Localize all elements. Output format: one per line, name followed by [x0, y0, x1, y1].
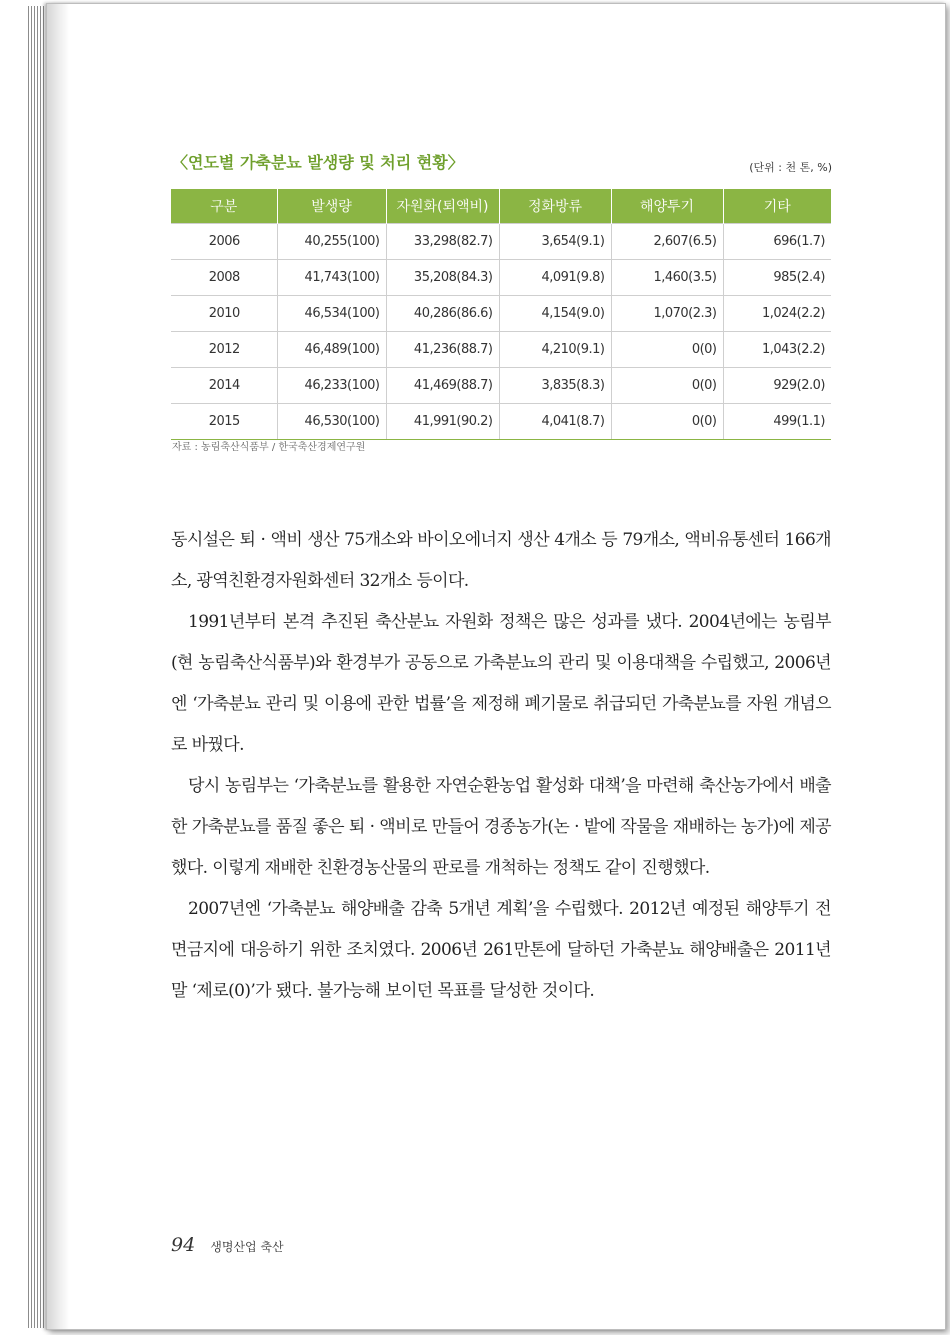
cell-other: 985(2.4) [723, 260, 831, 296]
page-number: 94 [171, 1234, 196, 1256]
cell-generation: 46,530(100) [277, 404, 386, 440]
cell-generation: 40,255(100) [277, 224, 386, 260]
cell-ocean-dumping: 1,460(3.5) [611, 260, 723, 296]
header-purification: 정화방류 [499, 189, 611, 224]
table-row [171, 368, 831, 404]
table-title: 〈연도별 가축분뇨 발생량 및 처리 현황〉 [172, 153, 464, 172]
table-unit: (단위 : 천 톤, %) [749, 161, 832, 174]
table-row [171, 224, 831, 260]
cell-purification: 3,654(9.1) [499, 224, 611, 260]
paragraph: 당시 농림부는 ‘가축분뇨를 활용한 자연순환농업 활성화 대책’을 마련해 축산농가에서 배출한 가축분뇨를 품질 좋은 퇴 · 액비로 만들어 경종농가(논 · 밭에 작물을 재배하는 농가)에 제공했다. 이렇게 재배한 친환경농산물의 판로를 개척하는 정책도 같이 진행했다. [171, 776, 831, 878]
cell-other: 1,043(2.2) [723, 332, 831, 368]
cell-ocean-dumping: 0(0) [611, 332, 723, 368]
cell-generation: 46,534(100) [277, 296, 386, 332]
cell-generation: 41,743(100) [277, 260, 386, 296]
cell-year: 2006 [171, 224, 277, 260]
cell-year: 2012 [171, 332, 277, 368]
cell-other: 1,024(2.2) [723, 296, 831, 332]
table-row [171, 260, 831, 296]
header-other: 기타 [723, 189, 831, 224]
book-page [46, 3, 946, 1330]
header-ocean-dumping: 해양투기 [611, 189, 723, 224]
paragraph: 동시설은 퇴 · 액비 생산 75개소와 바이오에너지 생산 4개소 등 79개소, 액비유통센터 166개소, 광역친환경자원화센터 32개소 등이다. [171, 530, 831, 591]
cell-recycling: 41,469(88.7) [386, 368, 499, 404]
cell-year: 2014 [171, 368, 277, 404]
cell-ocean-dumping: 2,607(6.5) [611, 224, 723, 260]
body-text [171, 520, 831, 1012]
cell-ocean-dumping: 0(0) [611, 404, 723, 440]
cell-generation: 46,233(100) [277, 368, 386, 404]
cell-year: 2010 [171, 296, 277, 332]
spine-shadow [47, 4, 69, 1329]
cell-purification: 4,091(9.8) [499, 260, 611, 296]
cell-purification: 4,210(9.1) [499, 332, 611, 368]
paragraph: 1991년부터 본격 추진된 축산분뇨 자원화 정책은 많은 성과를 냈다. 2004년에는 농림부(현 농림축산식품부)와 환경부가 공동으로 가축분뇨의 관리 및 이용대책을 수립했고, 2006년엔 ‘가축분뇨 관리 및 이용에 관한 법률’을 제정해 폐기물로 취급되던 가축분뇨를 자원 개념으로 바꿨다. [171, 612, 831, 755]
cell-year: 2015 [171, 404, 277, 440]
header-recycling: 자원화(퇴액비) [386, 189, 499, 224]
cell-other: 499(1.1) [723, 404, 831, 440]
page-stack-edges [28, 6, 48, 1328]
table-row [171, 404, 831, 440]
data-table [171, 189, 831, 440]
cell-ocean-dumping: 0(0) [611, 368, 723, 404]
table-row [171, 332, 831, 368]
cell-recycling: 35,208(84.3) [386, 260, 499, 296]
cell-ocean-dumping: 1,070(2.3) [611, 296, 723, 332]
header-generation: 발생량 [277, 189, 386, 224]
cell-purification: 4,041(8.7) [499, 404, 611, 440]
header-category: 구분 [171, 189, 277, 224]
cell-other: 929(2.0) [723, 368, 831, 404]
paragraph: 2007년엔 ‘가축분뇨 해양배출 감축 5개년 계획’을 수립했다. 2012년 예정된 해양투기 전면금지에 대응하기 위한 조치였다. 2006년 261만톤에 달하던 가축분뇨 해양배출은 2011년 말 ‘제로(0)’가 됐다. 불가능해 보이던 목표를 달성한 것이다. [171, 899, 831, 1001]
table-header-row [171, 189, 831, 224]
cell-generation: 46,489(100) [277, 332, 386, 368]
page-footer [171, 1234, 284, 1256]
cell-recycling: 41,236(88.7) [386, 332, 499, 368]
cell-recycling: 40,286(86.6) [386, 296, 499, 332]
cell-purification: 3,835(8.3) [499, 368, 611, 404]
cell-recycling: 33,298(82.7) [386, 224, 499, 260]
cell-purification: 4,154(9.0) [499, 296, 611, 332]
table-row [171, 296, 831, 332]
cell-recycling: 41,991(90.2) [386, 404, 499, 440]
table-source: 자료 : 농림축산식품부 / 한국축산경제연구원 [172, 442, 366, 453]
cell-year: 2008 [171, 260, 277, 296]
cell-other: 696(1.7) [723, 224, 831, 260]
running-title: 생명산업 축산 [210, 1240, 284, 1254]
